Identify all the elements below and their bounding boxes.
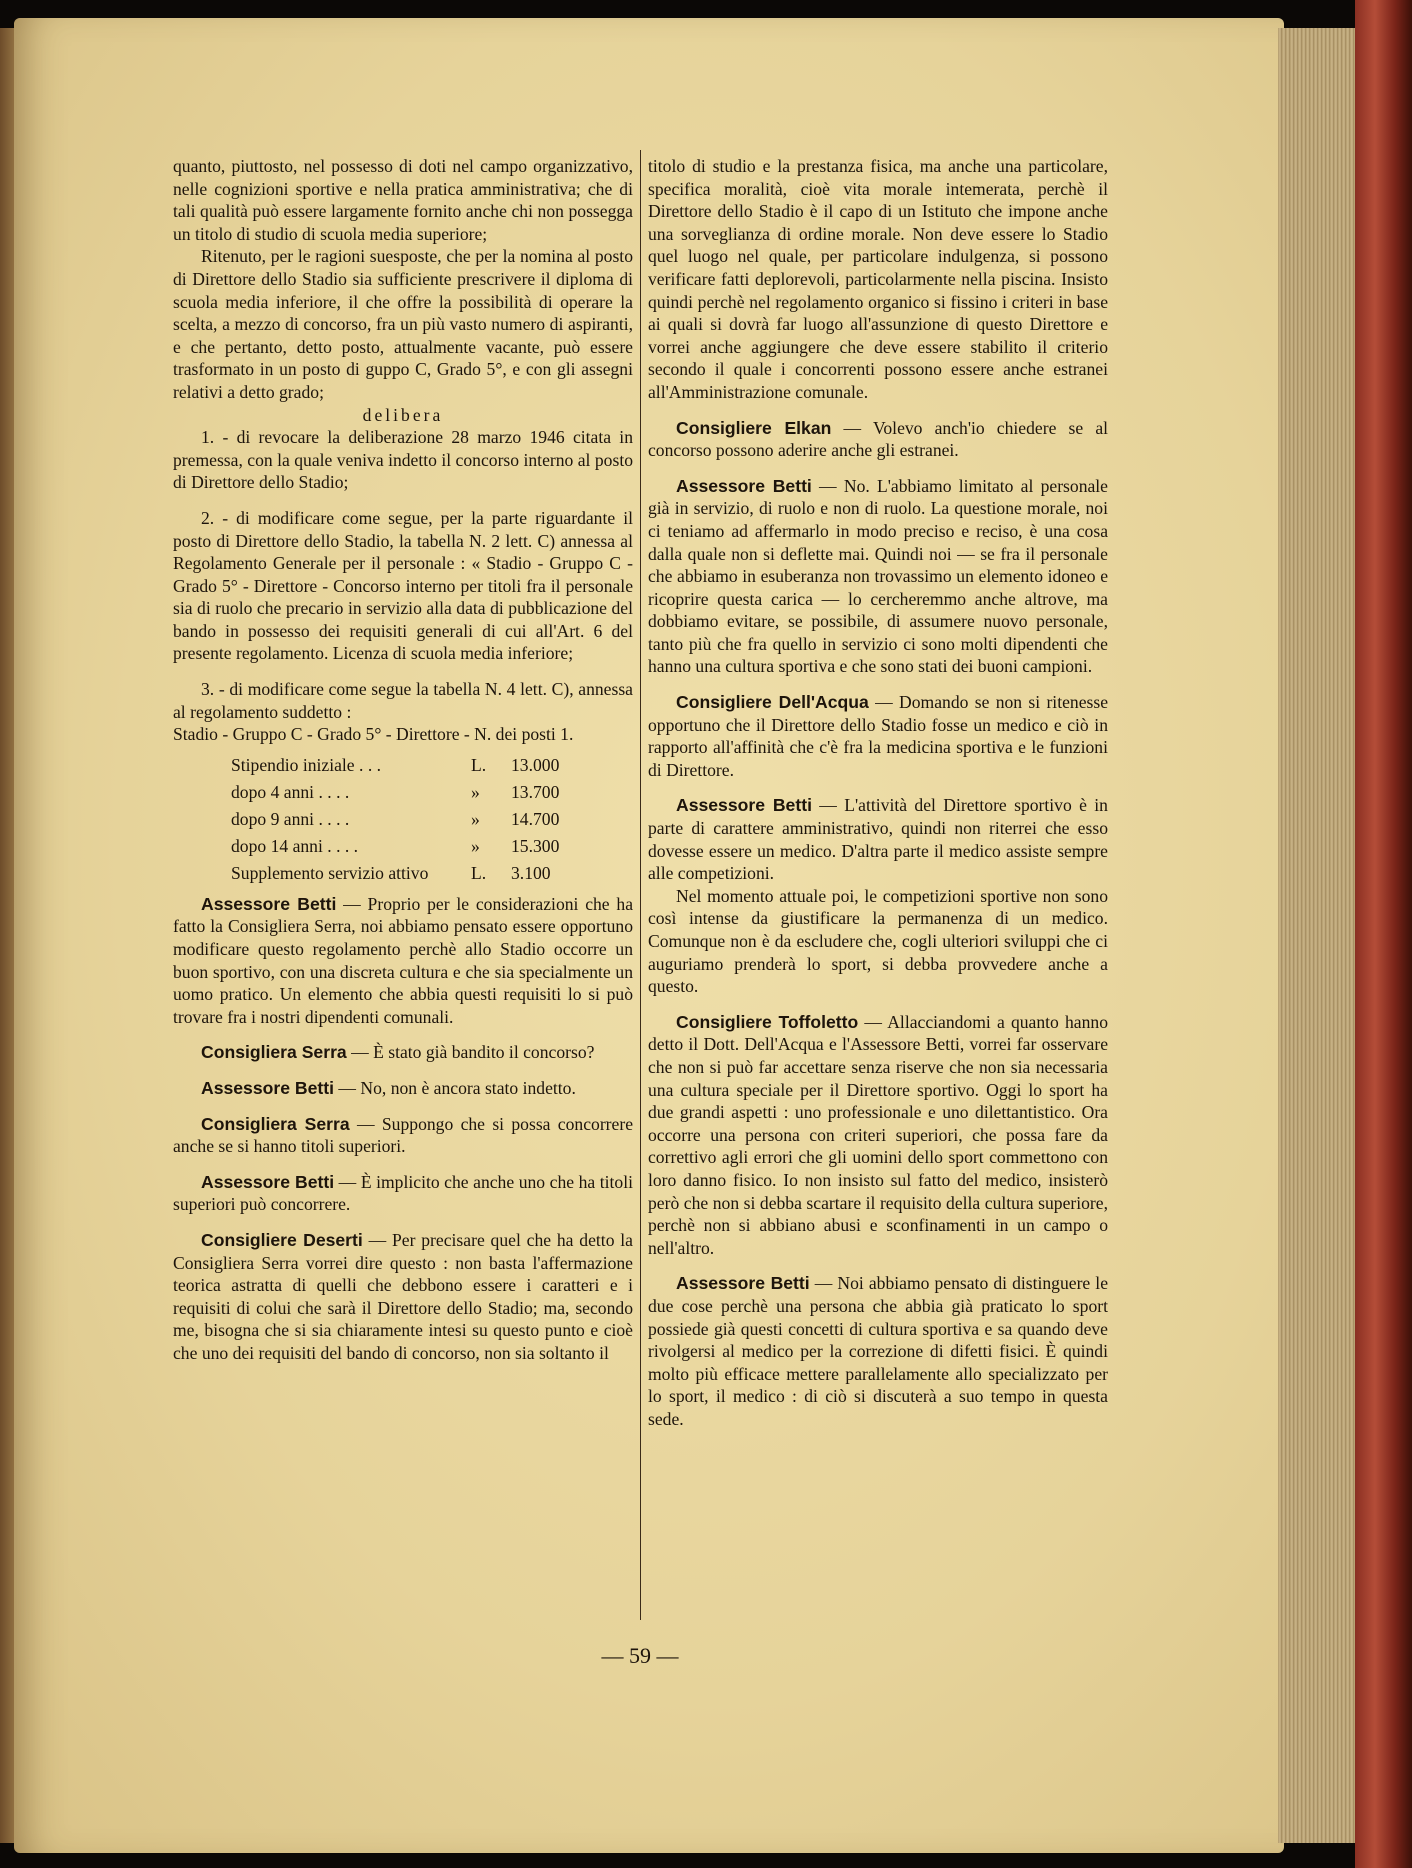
book-page-stack xyxy=(1278,28,1363,1843)
resolution-item-3: 3. - di modificare come segue la tabella N. 4 lett. C), annessa al regolamento suddetto : xyxy=(173,679,633,722)
speaker-name: Assessore Betti xyxy=(676,475,812,496)
table-row xyxy=(231,860,581,887)
speech-text: — No, non è ancora stato indetto. xyxy=(334,1078,576,1098)
book-cover xyxy=(1355,0,1412,1868)
speech-text: — L'attività del Direttore sportivo è in parte di carattere amministrativo, quindi non riterrei che esso dovesse essere un medico. D'altra parte il medico assiste sempre alle competizioni. xyxy=(648,795,1108,884)
salary-amount: 14.700 xyxy=(511,808,560,829)
speech xyxy=(648,1011,1108,1260)
speech-text: — È stato già bandito il concorso? xyxy=(346,1042,595,1063)
page-number: — 59 — xyxy=(601,1643,679,1668)
salary-amount: 13.700 xyxy=(511,781,560,802)
speech xyxy=(173,1229,633,1365)
speech xyxy=(648,691,1108,781)
salary-amount: 15.300 xyxy=(511,835,560,856)
speaker-name: Consigliere Elkan xyxy=(676,417,832,438)
table-row xyxy=(231,752,581,779)
salary-label: Supplemento servizio attivo xyxy=(231,862,429,883)
speaker-name: Assessore Betti xyxy=(201,893,337,914)
speech xyxy=(648,417,1108,462)
salary-currency: » xyxy=(471,835,480,856)
speaker-name: Consigliere Deserti xyxy=(201,1229,363,1250)
table-row xyxy=(231,779,581,806)
salary-table xyxy=(231,752,581,887)
salary-currency: » xyxy=(471,808,480,829)
speaker-name: Consigliera Serra xyxy=(201,1042,347,1063)
speech xyxy=(648,475,1108,678)
salary-label: dopo 4 anni . . . . xyxy=(231,781,350,802)
speaker-name: Consigliere Dell'Acqua xyxy=(676,692,869,713)
speech xyxy=(648,1272,1108,1430)
column-divider xyxy=(640,150,641,1620)
paragraph: Ritenuto, per le ragioni suesposte, che per la nomina al posto di Direttore dello Stadio sia sufficiente prescrivere il diploma di scuola media inferiore, il che offre la possibilità di operare la scelta, a mezzo di concorso, fra un più vasto numero di aspiranti, e che pertanto, detto posto, attualmente vacante, può essere trasformato in un posto di guppo C, Grado 5°, e con gli assegni relativi a detto grado; xyxy=(173,246,633,402)
speaker-name: Consigliera Serra xyxy=(201,1113,350,1134)
salary-amount: 3.100 xyxy=(511,862,551,883)
speaker-name: Assessore Betti xyxy=(201,1171,335,1192)
resolution-item-2: 2. - di modificare come segue, per la parte riguardante il posto di Direttore dello Stadio, la tabella N. 2 lett. C) annessa al Regolamento Generale per il personale : « Stadio - Gruppo C - Grado 5° - Direttore - Concorso interno per titoli fra il personale sia di ruolo che precario in servizio alla data di pubblicazione del bando in possesso dei requisiti generali di cui all'Art. 6 del presente regolamento. Licenza di scuola media inferiore; xyxy=(173,507,633,664)
salary-currency: L. xyxy=(471,862,487,883)
speech-text: — Per precisare quel che ha detto la Consigliera Serra vorrei dire questo : non basta l'affermazione teorica astratta di quelli che debbono essere i caratteri e i requisiti di colui che sarà il Direttore dello Stadio; ma, secondo me, bisogna che si sia chiaramente intesi su questo punto e cioè che uno dei requisiti del bando di concorso, non sia soltanto il xyxy=(173,1229,633,1363)
speech-text: — Suppongo che si possa concorrere anche se si hanno titoli superiori. xyxy=(173,1113,634,1157)
speech-text: — Volevo anch'io chiedere se al concorso possono aderire anche gli estranei. xyxy=(648,417,1109,461)
salary-amount: 13.000 xyxy=(511,754,560,775)
speech-text: — No. L'abbiamo limitato al personale già in servizio, di ruolo e non di ruolo. La questione morale, noi ci teniamo ad affermarlo in modo preciso e reciso, è una cosa dalla quale non si deflette mai. Quindi noi — se fra il personale che abbiamo in esuberanza non trovassimo un elemento idoneo e ricoprire questa carica — lo cercheremmo anche altrove, ma dobbiamo evitare, se possibile, di assumere nuovo personale, tanto più che fra quello in servizio ci sono molti dipendenti che hanno una cultura sportiva e che sono stati dei buoni campioni. xyxy=(648,475,1108,677)
salary-label: Stipendio iniziale . . . xyxy=(231,754,382,775)
paragraph: titolo di studio e la prestanza fisica, ma anche una particolare, specifica moralità, cioè vita morale intemerata, perchè il Direttore dello Stadio è il capo di un Istituto che impone anche una sorveglianza di ordine morale. Non deve essere lo Stadio quel luogo nel quale, per particolare indulgenza, si possono verificare fatti deplorevoli, particolarmente nella piscina. Insisto quindi perchè nel regolamento organico si fissino i criteri in base ai quali si dovrà far luogo all'assunzione di questo Direttore e vorrei anche aggiungere che deve essere stabilito il criterio secondo il quale i concorrenti possono essere anche estranei all'Amministrazione comunale. xyxy=(648,156,1108,402)
left-column xyxy=(173,155,633,1365)
resolution-item-1: 1. - di revocare la deliberazione 28 marzo 1946 citata in premessa, con la quale veniva indetto il concorso interno al posto di Direttore dello Stadio; xyxy=(173,427,633,493)
speech xyxy=(173,1077,633,1100)
delibera-heading: delibera xyxy=(362,404,444,425)
speaker-name: Consigliere Toffoletto xyxy=(676,1011,859,1032)
speech xyxy=(173,1041,633,1064)
speech-text: — È implicito che anche uno che ha titoli superiori può concorrere. xyxy=(173,1171,633,1215)
table-row xyxy=(231,833,581,860)
speech xyxy=(173,1171,633,1216)
resolution-item-3-line: Stadio - Gruppo C - Grado 5° - Direttore - N. dei posti 1. xyxy=(173,724,574,745)
speech xyxy=(648,794,1108,884)
salary-label: dopo 14 anni . . . . xyxy=(231,835,359,856)
speaker-name: Assessore Betti xyxy=(201,1078,334,1098)
salary-currency: » xyxy=(471,781,480,802)
paragraph: quanto, piuttosto, nel possesso di doti nel campo organizzativo, nelle cognizioni sportive e nella pratica amministrativa; che di tali qualità può essere largamente fornito anche chi non possegga un titolo di studio di scuola media superiore; xyxy=(173,156,633,244)
table-row xyxy=(231,806,581,833)
speech-text: — Domando se non si ritenesse opportuno che il Direttore dello Stadio fosse un medico e ciò in rapporto all'affinità che c'è fra la medicina sportiva e le funzioni di Direttore. xyxy=(648,692,1108,780)
paragraph: Nel momento attuale poi, le competizioni sportive non sono così intense da giustificare la permanenza di un medico. Comunque non è da escludere che, cogli ulteriori sviluppi che ci auguriamo prenderà lo sport, si debba provvedere anche a questo. xyxy=(648,885,1108,997)
speech xyxy=(173,1113,633,1158)
right-column xyxy=(648,155,1108,1430)
speaker-name: Assessore Betti xyxy=(676,1273,810,1294)
speech xyxy=(173,893,633,1029)
speech-text: — Noi abbiamo pensato di distinguere le due cose perchè una persona che abbia già praticato lo sport possiede già questi concetti di cultura sportiva e sa quando deve rivolgersi al medico per la correzione di difetti fisici. È quindi molto più efficace mettere parallelamente allo specializzato per lo sport, il medico : di ciò si discuterà a suo tempo in questa sede. xyxy=(648,1273,1109,1429)
salary-currency: L. xyxy=(471,754,487,775)
speech-text: — Proprio per le considerazioni che ha fatto la Consigliera Serra, noi abbiamo pensato essere opportuno modificare questo regolamento perchè allo Stadio occorre un buon sportivo, con una discreta cultura e che sia specialmente un uomo pratico. Un elemento che abbia questi requisiti lo si può trovare fra i nostri dipendenti comunali. xyxy=(173,893,634,1027)
salary-label: dopo 9 anni . . . . xyxy=(231,808,350,829)
speech-text: — Allacciandomi a quanto hanno detto il Dott. Dell'Acqua e l'Assessore Betti, vorrei far osservare che non si può far accettare senza riserve che non sia necessaria una cultura speciale per il Direttore sportivo. Oggi lo sport ha due grandi aspetti : uno professionale e uno dilettantistico. Ora occorre una persona con criteri superiori, che possa fare da correttivo agli errori che gli uomini dello sport commettono con loro danno fisico. Io non insisto sul fatto del medico, insisterò però che non si debba scartare il requisito della cultura superiore, perchè non si abbiano abusi e sconfinamenti in un campo o nell'altro. xyxy=(648,1011,1108,1258)
speaker-name: Assessore Betti xyxy=(676,795,812,816)
